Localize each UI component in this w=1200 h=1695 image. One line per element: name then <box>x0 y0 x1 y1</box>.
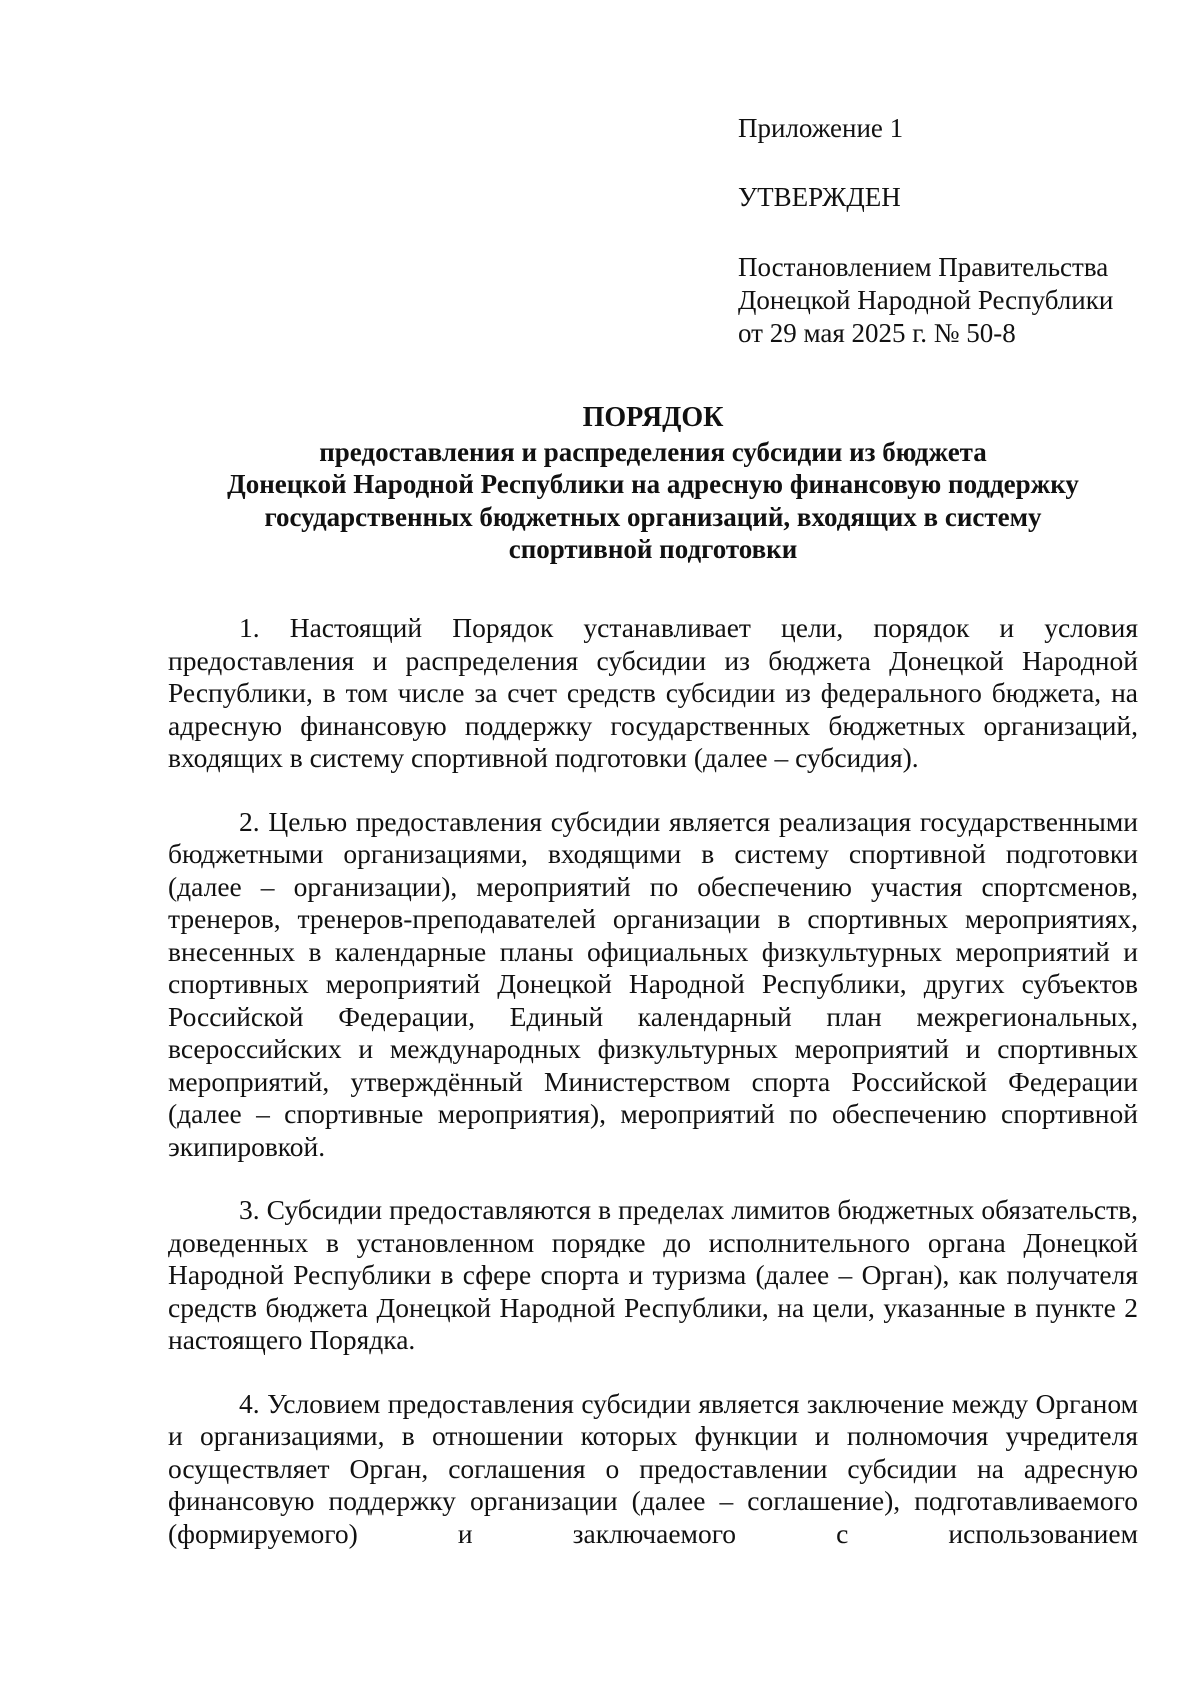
decree-line-3: от 29 мая 2025 г. № 50-8 <box>738 318 1016 348</box>
approval-stamp-block <box>738 112 1178 350</box>
paragraph-1: 1. Настоящий Порядок устанавливает цели, порядок и условия предоставления и распределения субсидии из бюджета Донецкой Народной Республики, в том числе за счет средств субсидии из федерального бюджета, на адресную финансовую поддержку государственных бюджетных организаций, входящих в систему спортивной подготовки (далее – субсидия). <box>168 612 1138 773</box>
document-title: ПОРЯДОК <box>582 402 724 433</box>
title-line-4: спортивной подготовки <box>508 534 798 564</box>
decree-line-2: Донецкой Народной Республики <box>738 285 1114 315</box>
paragraph-2: 2. Целью предоставления субсидии является реализация государственными бюджетными организациями, входящими в систему спортивной подготовки (далее – организации), мероприятий по обеспечению участия спортсменов, тренеров, тренеров-преподавателей организации в спортивных мероприятиях, внесенных в календарные планы официальных физкультурных мероприятий и спортивных мероприятий Донецкой Народной Республики, других субъектов Российской Федерации, Единый календарный план межрегиональных, всероссийских и международных физкультурных мероприятий и спортивных мероприятий, утверждённый Министерством спорта Российской Федерации (далее – спортивные мероприятия), мероприятий по обеспечению спортивной экипировкой. <box>168 805 1138 1162</box>
title-line-3: государственных бюджетных организаций, входящих в систему <box>264 501 1042 532</box>
title-line-2: Донецкой Народной Республики на адресную финансовую поддержку <box>227 469 1079 499</box>
paragraph-4: 4. Условием предоставления субсидии является заключение между Органом и организациями, в отношении которых функции и полномочия учредителя осуществляет Орган, соглашения о предоставлении субсидии на адресную финансовую поддержку организации (далее – соглашение), подготавливаемого (формируемого) и заключаемого с использованием <box>168 1387 1138 1549</box>
decree-line-1: Постановлением Правительства <box>738 252 1109 282</box>
title-line-1: предоставления и распределения субсидии из бюджета <box>319 436 987 467</box>
document-title-block <box>168 402 1138 566</box>
document-body <box>168 612 1138 1550</box>
paragraph-3: 3. Субсидии предоставляются в пределах лимитов бюджетных обязательств, доведенных в установленном порядке до исполнительного органа Донецкой Народной Республики в сфере спорта и туризма (далее – Орган), как получателя средств бюджета Донецкой Народной Республики, на цели, указанные в пункте 2 настоящего Порядка. <box>168 1194 1138 1355</box>
appendix-label: Приложение 1 <box>738 113 904 143</box>
approved-label: УТВЕРЖДЕН <box>738 182 901 212</box>
